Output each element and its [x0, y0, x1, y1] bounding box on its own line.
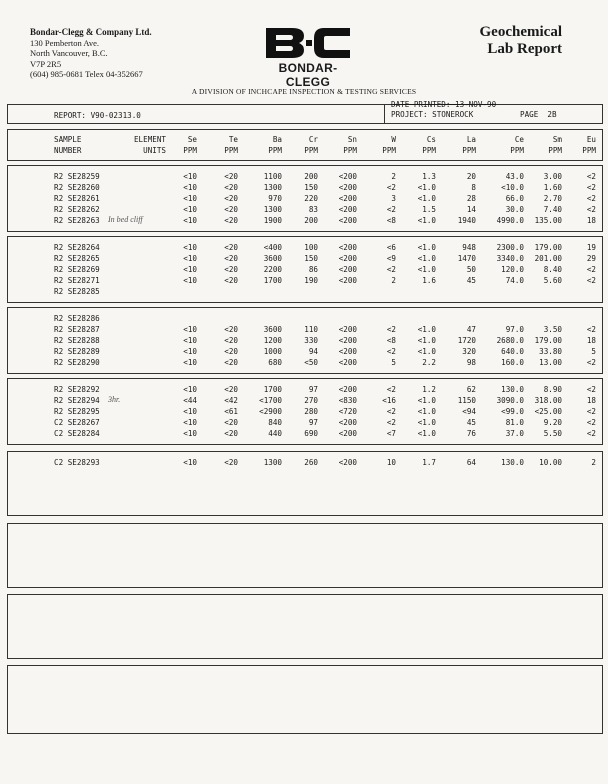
table-cell: <2900 — [259, 407, 282, 416]
column-header: PPM — [510, 146, 524, 155]
table-cell: 18 — [586, 336, 596, 345]
column-header: Ce — [514, 135, 524, 144]
table-cell: 97 — [308, 418, 318, 427]
table-cell: <10 — [183, 407, 197, 416]
table-cell: <200 — [338, 429, 357, 438]
table-cell: 150 — [304, 183, 318, 192]
table-cell: 1.3 — [422, 172, 436, 181]
table-cell: 97 — [308, 385, 318, 394]
column-header: PPM — [343, 146, 357, 155]
table-cell: <2 — [586, 429, 596, 438]
column-header: La — [466, 135, 476, 144]
sample-number: R2 SE28285 — [54, 287, 100, 296]
table-cell: 8.40 — [543, 265, 562, 274]
table-cell: 1100 — [263, 172, 282, 181]
column-header: PPM — [224, 146, 238, 155]
sample-number: R2 SE28289 — [54, 347, 100, 356]
table-cell: 86 — [308, 265, 318, 274]
table-cell: 270 — [304, 396, 318, 405]
table-cell: <10 — [183, 276, 197, 285]
table-cell: 640.0 — [501, 347, 524, 356]
table-cell: <200 — [338, 347, 357, 356]
table-cell: 135.00 — [534, 216, 562, 225]
table-cell: <200 — [338, 216, 357, 225]
table-cell: 2 — [591, 458, 596, 467]
table-cell: <10 — [183, 183, 197, 192]
column-header: NUMBER — [54, 146, 82, 155]
bc-logo-mark-icon — [262, 26, 354, 60]
column-header: Eu — [586, 135, 596, 144]
table-cell: <20 — [224, 265, 238, 274]
table-cell: 150 — [304, 254, 318, 263]
table-cell: <200 — [338, 254, 357, 263]
column-header: Te — [228, 135, 238, 144]
column-header: Cr — [308, 135, 318, 144]
table-cell: <1.0 — [417, 265, 436, 274]
table-cell: 8.90 — [543, 385, 562, 394]
table-cell: 160.0 — [501, 358, 524, 367]
table-cell: 9.20 — [543, 418, 562, 427]
table-cell: <20 — [224, 243, 238, 252]
table-cell: <1.0 — [417, 194, 436, 203]
column-header: UNITS — [143, 146, 166, 155]
table-cell: <2 — [586, 418, 596, 427]
sample-number: R2 SE28271 — [54, 276, 100, 285]
table-cell: <2 — [386, 325, 396, 334]
table-cell: 62 — [466, 385, 476, 394]
table-cell: <1.0 — [417, 429, 436, 438]
sample-group — [7, 451, 603, 516]
table-cell: <10 — [183, 325, 197, 334]
sample-group — [7, 307, 603, 374]
table-cell: 20 — [466, 172, 476, 181]
table-cell: 8 — [471, 183, 476, 192]
table-cell: <200 — [338, 172, 357, 181]
table-cell: 201.00 — [534, 254, 562, 263]
table-cell: <20 — [224, 216, 238, 225]
table-cell: 1700 — [263, 385, 282, 394]
table-cell: <8 — [386, 216, 396, 225]
table-cell: <20 — [224, 358, 238, 367]
table-cell: <200 — [338, 458, 357, 467]
table-cell: <2 — [586, 205, 596, 214]
column-header: PPM — [548, 146, 562, 155]
bondar-clegg-logo — [262, 26, 354, 89]
table-cell: 1470 — [457, 254, 476, 263]
table-cell: 2 — [391, 276, 396, 285]
table-cell: <1.0 — [417, 325, 436, 334]
table-cell: <99.0 — [501, 407, 524, 416]
column-header: PPM — [304, 146, 318, 155]
table-cell: 10 — [386, 458, 396, 467]
table-cell: <1.0 — [417, 243, 436, 252]
table-cell: 1.7 — [422, 458, 436, 467]
table-cell: <50 — [304, 358, 318, 367]
table-cell: 190 — [304, 276, 318, 285]
table-cell: 30.0 — [505, 205, 524, 214]
table-cell: <10 — [183, 254, 197, 263]
table-cell: 3090.0 — [496, 396, 524, 405]
table-cell: 1.6 — [422, 276, 436, 285]
empty-row-box — [7, 523, 603, 588]
sample-number: R2 SE28290 — [54, 358, 100, 367]
column-header: Sn — [347, 135, 357, 144]
table-cell: <2 — [586, 325, 596, 334]
table-cell: 1300 — [263, 205, 282, 214]
table-cell: 220 — [304, 194, 318, 203]
table-cell: <200 — [338, 194, 357, 203]
table-cell: <10 — [183, 172, 197, 181]
table-cell: 83 — [308, 205, 318, 214]
sample-number: R2 SE28292 — [54, 385, 100, 394]
sample-number: R2 SE28286 — [54, 314, 100, 323]
table-cell: <25.00 — [534, 407, 562, 416]
table-cell: 2200 — [263, 265, 282, 274]
report-box-divider — [384, 105, 385, 123]
column-header: W — [391, 135, 396, 144]
sample-number: R2 SE28261 — [54, 194, 100, 203]
sample-number: R2 SE28262 — [54, 205, 100, 214]
company-postal-code: V7P 2R5 — [30, 58, 62, 69]
table-cell: 5 — [391, 358, 396, 367]
table-header — [7, 129, 603, 161]
table-cell: <20 — [224, 385, 238, 394]
table-cell: <10 — [183, 358, 197, 367]
table-cell: <400 — [263, 243, 282, 252]
table-cell: <1.0 — [417, 183, 436, 192]
table-cell: 440 — [268, 429, 282, 438]
table-cell: <2 — [586, 407, 596, 416]
table-cell: <2 — [586, 358, 596, 367]
table-cell: <16 — [382, 396, 396, 405]
sample-number: R2 SE28288 — [54, 336, 100, 345]
table-cell: <200 — [338, 325, 357, 334]
table-cell: 318.00 — [534, 396, 562, 405]
column-header: PPM — [422, 146, 436, 155]
table-cell: 1940 — [457, 216, 476, 225]
table-cell: 64 — [466, 458, 476, 467]
company-address-block — [30, 27, 152, 80]
table-cell: <2 — [586, 172, 596, 181]
table-cell: <200 — [338, 205, 357, 214]
table-cell: <20 — [224, 336, 238, 345]
table-cell: 45 — [466, 418, 476, 427]
table-cell: <200 — [338, 265, 357, 274]
report-number: REPORT: V90-02313.0 — [54, 111, 141, 120]
table-cell: 50 — [466, 265, 476, 274]
table-cell: <10 — [183, 194, 197, 203]
table-cell: 98 — [466, 358, 476, 367]
handwritten-note: 3hr. — [108, 395, 121, 404]
table-cell: <94 — [462, 407, 476, 416]
column-header: PPM — [462, 146, 476, 155]
table-cell: <2 — [586, 194, 596, 203]
table-cell: 1.5 — [422, 205, 436, 214]
table-cell: 3340.0 — [496, 254, 524, 263]
column-header: PPM — [582, 146, 596, 155]
table-cell: 3600 — [263, 254, 282, 263]
sample-number: R2 SE28264 — [54, 243, 100, 252]
table-cell: <1.0 — [417, 396, 436, 405]
table-cell: 13.00 — [539, 358, 562, 367]
table-cell: 179.00 — [534, 336, 562, 345]
table-cell: 45 — [466, 276, 476, 285]
table-cell: <2 — [386, 418, 396, 427]
table-cell: 14 — [466, 205, 476, 214]
table-cell: <10 — [183, 458, 197, 467]
table-cell: 2.2 — [422, 358, 436, 367]
table-cell: 97.0 — [505, 325, 524, 334]
table-cell: 200 — [304, 216, 318, 225]
table-cell: <830 — [338, 396, 357, 405]
table-cell: <10 — [183, 385, 197, 394]
table-cell: 37.0 — [505, 429, 524, 438]
table-cell: <1.0 — [417, 418, 436, 427]
table-cell: <20 — [224, 254, 238, 263]
table-cell: 74.0 — [505, 276, 524, 285]
table-cell: 1720 — [457, 336, 476, 345]
table-cell: <10 — [183, 336, 197, 345]
table-cell: <1.0 — [417, 216, 436, 225]
table-cell: 66.0 — [505, 194, 524, 203]
table-cell: <1.0 — [417, 347, 436, 356]
table-cell: <20 — [224, 276, 238, 285]
table-cell: 3600 — [263, 325, 282, 334]
table-cell: 680 — [268, 358, 282, 367]
column-header: PPM — [382, 146, 396, 155]
table-cell: <200 — [338, 385, 357, 394]
table-cell: <10 — [183, 216, 197, 225]
table-cell: 320 — [462, 347, 476, 356]
table-cell: <2 — [386, 265, 396, 274]
division-line: A DIVISION OF INCHCAPE INSPECTION & TESTING SERVICES — [191, 87, 417, 96]
table-cell: <20 — [224, 172, 238, 181]
table-cell: 1200 — [263, 336, 282, 345]
table-cell: 19 — [586, 243, 596, 252]
table-cell: 1700 — [263, 276, 282, 285]
table-cell: 130.0 — [501, 458, 524, 467]
table-cell: <1700 — [259, 396, 282, 405]
table-cell: 1300 — [263, 183, 282, 192]
table-cell: <20 — [224, 194, 238, 203]
table-cell: 260 — [304, 458, 318, 467]
company-address-line: 130 Pemberton Ave. — [30, 37, 100, 48]
table-cell: <2 — [586, 276, 596, 285]
table-cell: 5 — [591, 347, 596, 356]
column-header: ELEMENT — [133, 135, 166, 144]
column-header: SAMPLE — [54, 135, 82, 144]
report-title — [480, 24, 562, 58]
column-header: Sm — [552, 135, 562, 144]
sample-number: R2 SE28287 — [54, 325, 100, 334]
table-cell: <44 — [183, 396, 197, 405]
table-cell: 2300.0 — [496, 243, 524, 252]
sample-number: R2 SE28259 — [54, 172, 100, 181]
table-cell: <200 — [338, 418, 357, 427]
table-cell: 1150 — [457, 396, 476, 405]
company-name: Bondar-Clegg & Company Ltd. — [30, 27, 152, 37]
sample-number: R2 SE28260 — [54, 183, 100, 192]
table-cell: <10 — [183, 418, 197, 427]
table-cell: 200 — [304, 172, 318, 181]
table-cell: 28 — [466, 194, 476, 203]
table-cell: <8 — [386, 336, 396, 345]
table-cell: 1300 — [263, 458, 282, 467]
table-cell: <1.0 — [417, 254, 436, 263]
table-cell: <20 — [224, 418, 238, 427]
date-printed: DATE PRINTED: 13-NOV-90 — [391, 100, 497, 109]
empty-row-box — [7, 665, 603, 734]
table-cell: <200 — [338, 276, 357, 285]
sample-number: R2 SE28265 — [54, 254, 100, 263]
column-header: PPM — [268, 146, 282, 155]
table-cell: <2 — [586, 265, 596, 274]
table-cell: 3.00 — [543, 172, 562, 181]
table-cell: <10 — [183, 429, 197, 438]
table-cell: 5.50 — [543, 429, 562, 438]
table-cell: <42 — [224, 396, 238, 405]
sample-number: R2 SE28263 — [54, 216, 100, 225]
table-cell: <2 — [586, 183, 596, 192]
table-cell: <2 — [386, 347, 396, 356]
handwritten-note: In bed cliff — [108, 215, 143, 224]
table-cell: <1.0 — [417, 336, 436, 345]
table-cell: 130.0 — [501, 385, 524, 394]
table-cell: 330 — [304, 336, 318, 345]
table-cell: <10 — [183, 205, 197, 214]
table-cell: <10 — [183, 265, 197, 274]
table-cell: 7.40 — [543, 205, 562, 214]
column-header: Cs — [426, 135, 436, 144]
table-cell: <2 — [386, 205, 396, 214]
sample-group — [7, 236, 603, 303]
sample-number: C2 SE28267 — [54, 418, 100, 427]
table-cell: 1000 — [263, 347, 282, 356]
sample-number: C2 SE28293 — [54, 458, 100, 467]
table-cell: 76 — [466, 429, 476, 438]
table-cell: 100 — [304, 243, 318, 252]
table-cell: 948 — [462, 243, 476, 252]
table-cell: 120.0 — [501, 265, 524, 274]
table-cell: 18 — [586, 216, 596, 225]
table-cell: <20 — [224, 429, 238, 438]
sample-group — [7, 378, 603, 445]
company-phone: (604) 985-0681 Telex 04-352667 — [30, 69, 143, 79]
table-cell: 2680.0 — [496, 336, 524, 345]
table-cell: 4990.0 — [496, 216, 524, 225]
table-cell: 3.50 — [543, 325, 562, 334]
table-cell: <20 — [224, 205, 238, 214]
table-cell: <20 — [224, 347, 238, 356]
table-cell: <2 — [386, 407, 396, 416]
table-cell: 5.60 — [543, 276, 562, 285]
table-cell: <200 — [338, 358, 357, 367]
column-header: Se — [187, 135, 197, 144]
table-cell: <20 — [224, 183, 238, 192]
table-cell: 10.00 — [539, 458, 562, 467]
page-number: PAGE 2B — [520, 110, 557, 119]
empty-row-box — [7, 594, 603, 659]
table-cell: <200 — [338, 336, 357, 345]
table-cell: <720 — [338, 407, 357, 416]
table-cell: 18 — [586, 396, 596, 405]
table-cell: <9 — [386, 254, 396, 263]
table-cell: <10 — [183, 243, 197, 252]
table-cell: <2 — [386, 385, 396, 394]
table-cell: 110 — [304, 325, 318, 334]
table-cell: 2.70 — [543, 194, 562, 203]
table-cell: 33.80 — [539, 347, 562, 356]
table-cell: <200 — [338, 243, 357, 252]
sample-number: R2 SE28294 — [54, 396, 100, 405]
column-header: Ba — [272, 135, 282, 144]
table-cell: <2 — [586, 385, 596, 394]
sample-group — [7, 165, 603, 232]
sample-number: C2 SE28284 — [54, 429, 100, 438]
table-cell: 2 — [391, 172, 396, 181]
column-header: PPM — [183, 146, 197, 155]
sample-number: R2 SE28269 — [54, 265, 100, 274]
table-cell: 47 — [466, 325, 476, 334]
table-cell: 840 — [268, 418, 282, 427]
logo-brand-name: BONDAR-CLEGG — [278, 61, 338, 89]
report-info-box — [7, 100, 603, 124]
table-cell: 690 — [304, 429, 318, 438]
report-title-line: Geochemical — [479, 24, 562, 40]
sample-number: R2 SE28295 — [54, 407, 100, 416]
table-cell: <200 — [338, 183, 357, 192]
table-cell: 1900 — [263, 216, 282, 225]
table-cell: 81.0 — [505, 418, 524, 427]
table-cell: <6 — [386, 243, 396, 252]
table-cell: <61 — [224, 407, 238, 416]
table-cell: 179.00 — [534, 243, 562, 252]
table-cell: 1.2 — [422, 385, 436, 394]
table-cell: <2 — [386, 183, 396, 192]
table-cell: <20 — [224, 458, 238, 467]
table-cell: <10 — [183, 347, 197, 356]
table-cell: <20 — [224, 325, 238, 334]
table-cell: 3 — [391, 194, 396, 203]
company-address-line: North Vancouver, B.C. — [30, 48, 108, 58]
project-name: PROJECT: STONEROCK — [391, 110, 474, 119]
table-cell: 43.0 — [505, 172, 524, 181]
table-cell: 29 — [586, 254, 596, 263]
table-cell: <10.0 — [501, 183, 524, 192]
report-title-line: Lab Report — [487, 41, 562, 57]
table-cell: <1.0 — [417, 407, 436, 416]
table-cell: 970 — [268, 194, 282, 203]
table-cell: <7 — [386, 429, 396, 438]
table-cell: 1.60 — [543, 183, 562, 192]
table-cell: 280 — [304, 407, 318, 416]
table-cell: 94 — [308, 347, 318, 356]
